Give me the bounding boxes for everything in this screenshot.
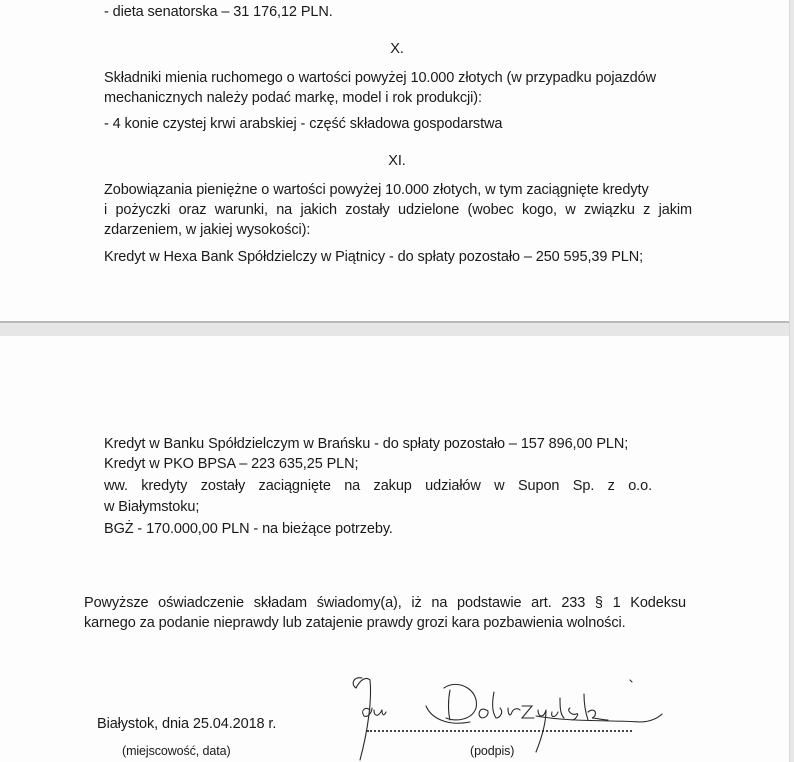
section-x-numeral: X. xyxy=(390,41,404,57)
page-right-edge xyxy=(789,0,794,762)
page-break-separator xyxy=(0,321,794,336)
section-x-heading-line2: mechanicznych należy podać markę, model i rok produkcji): xyxy=(104,90,482,106)
loan-item-bgz: BGŻ - 170.000,00 PLN - na bieżące potrzeby. xyxy=(104,521,393,537)
page-edge-rule xyxy=(0,321,790,323)
section-xi-heading-line3: zdarzeniem, w jakiej wysokości): xyxy=(104,222,311,238)
loan-item-pko: Kredyt w PKO BPSA – 223 635,25 PLN; xyxy=(104,456,359,472)
section-xi-heading-line1: Zobowiązania pieniężne o wartości powyżej 10.000 złotych, w tym zaciągnięte kredyty xyxy=(104,182,649,198)
place-date-caption: (miejscowość, data) xyxy=(122,744,231,758)
loan-purpose-line1: ww. kredyty zostały zaciągnięte na zakup udziałów w Supon Sp. z o.o. xyxy=(104,478,652,494)
section-x-item: - 4 konie czystej krwi arabskiej - część składowa gospodarstwa xyxy=(104,116,503,132)
diet-line: - dieta senatorska – 31 176,12 PLN. xyxy=(104,4,333,20)
declaration-line1: Powyższe oświadczenie składam świadomy(a), iż na podstawie art. 233 § 1 Kodeksu xyxy=(84,595,686,611)
loan-purpose-line2: w Białymstoku; xyxy=(104,499,200,515)
place-date: Białystok, dnia 25.04.2018 r. xyxy=(97,716,277,732)
loan-item-bransk: Kredyt w Banku Spółdzielczym w Brańsku - do spłaty pozostało – 157 896,00 PLN; xyxy=(104,436,629,452)
declaration-line2: karnego za podanie nieprawdy lub zatajenie prawdy grozi kara pozbawienia wolności. xyxy=(84,615,626,631)
section-x-heading-line1: Składniki mienia ruchomego o wartości powyżej 10.000 złotych (w przypadku pojazdów xyxy=(104,70,656,86)
section-xi-numeral: XI. xyxy=(388,153,406,169)
section-xi-heading-line2: i pożyczki oraz warunki, na jakich zostały udzielone (wobec kogo, w związku z jakim xyxy=(104,202,692,218)
loan-item-hexa-bank: Kredyt w Hexa Bank Spółdzielczy w Piątnicy - do spłaty pozostało – 250 595,39 PLN; xyxy=(104,249,644,265)
handwritten-signature xyxy=(340,670,670,762)
signature-caption: (podpis) xyxy=(470,744,515,758)
